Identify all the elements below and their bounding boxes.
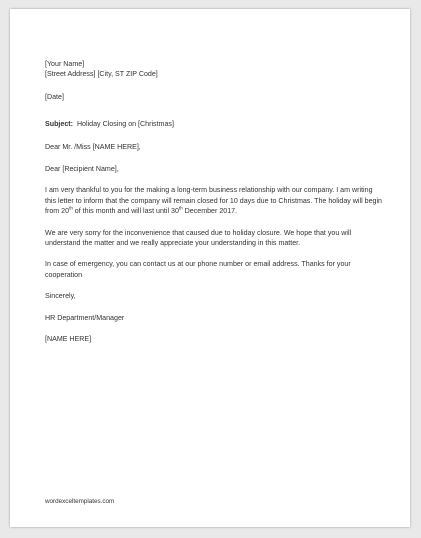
salutation-secondary: Dear [Recipient Name], <box>45 165 119 174</box>
signer-title: HR Department/Manager <box>45 313 125 322</box>
paragraph-emergency: In case of emergency, you can contact us at our phone number or email address. Thanks for your cooperation <box>45 260 351 279</box>
closing: Sincerely, <box>45 292 76 301</box>
paragraph-intro <box>45 185 385 216</box>
paragraph-apology: We are very sorry for the inconvenience that caused due to holiday closure. We hope that you will understand the matter and we really appreciate your understanding in this matter. <box>45 228 352 248</box>
letter-page <box>10 9 410 527</box>
footer-site: wordexceltemplates.com <box>45 498 115 505</box>
ordinal-suffix: th <box>178 205 183 211</box>
ordinal-suffix: th <box>69 205 73 211</box>
paragraph-intro-part-a: I am very thankful to you for the making a long-term business relationship with our company. I am writing this letter to inform that the company will remain closed for 10 days due to Christmas. The holiday will begin from 20 <box>45 186 382 216</box>
paragraph-intro-part-c: December 2017. <box>182 207 238 216</box>
subject-text: Holiday Closing on [Christmas] <box>76 120 174 129</box>
salutation-primary: Dear Mr. /Miss [NAME HERE], <box>45 142 141 151</box>
letter-body <box>45 59 385 345</box>
paragraph-intro-part-b: of this month and will last until 30 <box>72 207 179 216</box>
subject-line <box>45 119 385 129</box>
subject-label: Subject: <box>45 120 73 129</box>
sender-address: [Street Address] [City, ST ZIP Code] <box>45 70 158 79</box>
signer-name: [NAME HERE] <box>45 335 92 344</box>
sender-name: [Your Name] <box>45 60 85 68</box>
letter-date: [Date] <box>45 92 64 101</box>
